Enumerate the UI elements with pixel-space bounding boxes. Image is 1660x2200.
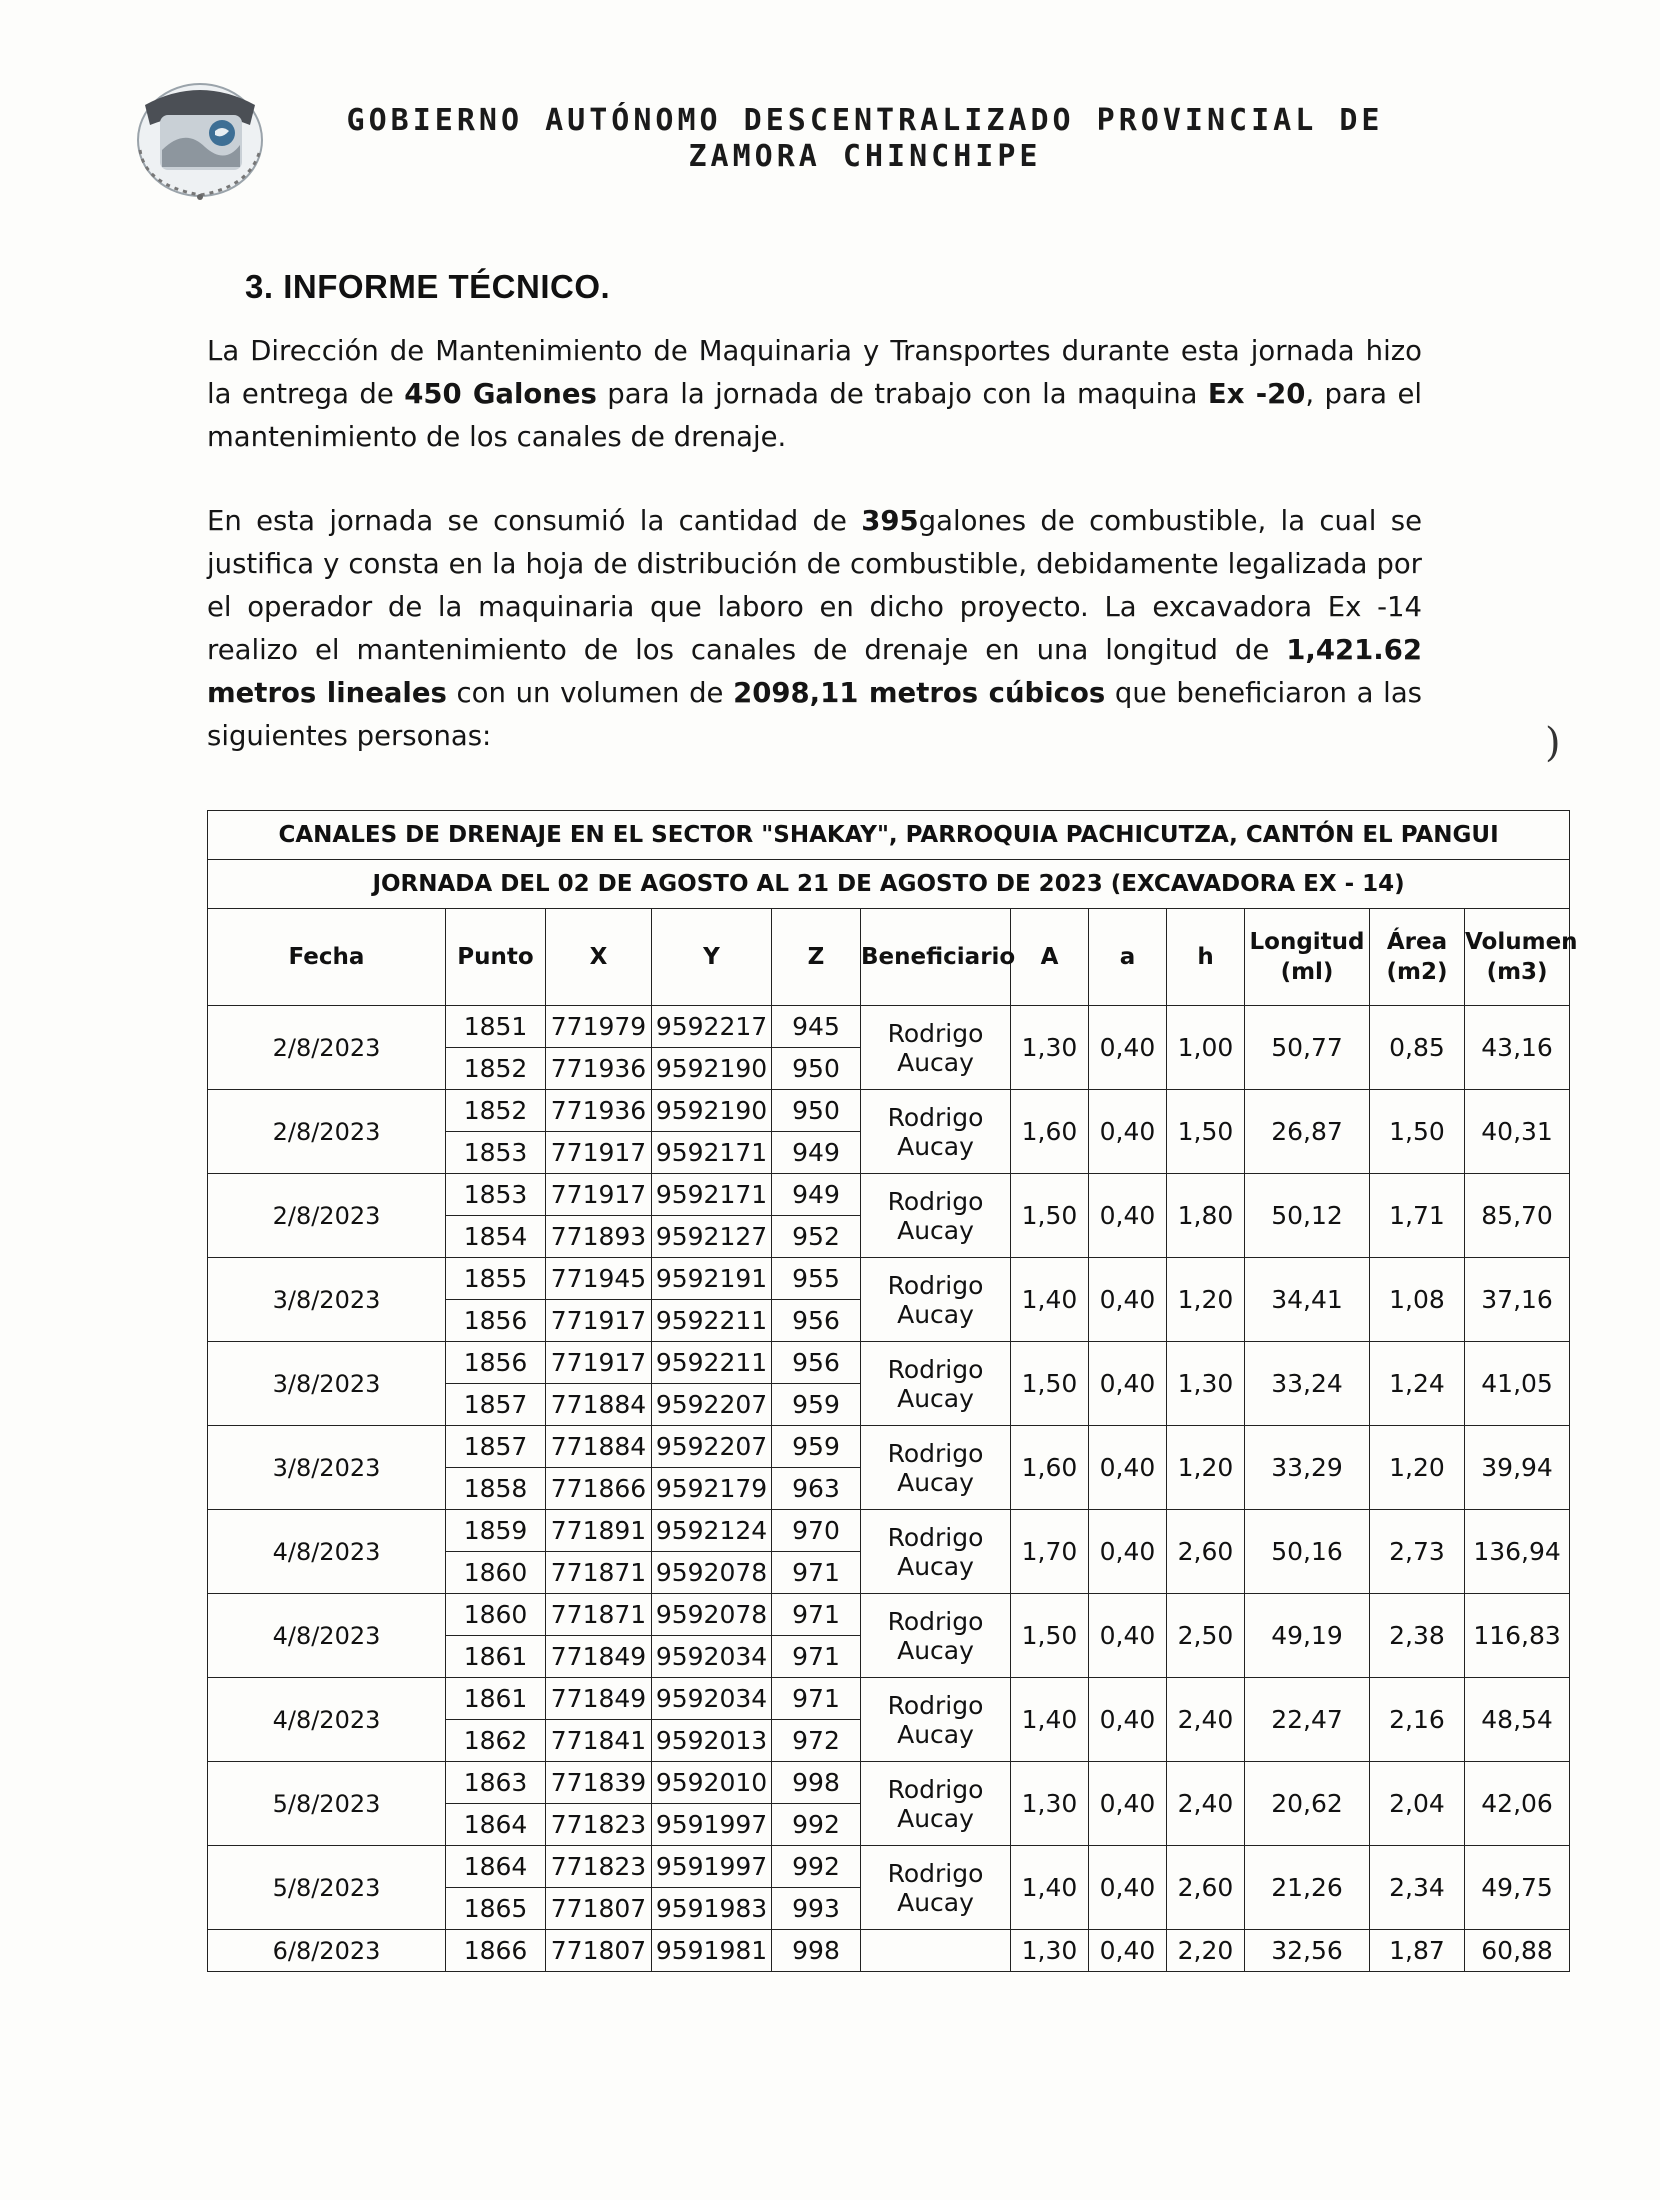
cell-a: 0,40 [1089,1090,1167,1174]
cell-punto: 1865 [446,1888,546,1930]
cell-punto: 1862 [446,1720,546,1762]
paragraph-text: para la jornada de trabajo con la maquina [596,378,1208,410]
beneficiary-last-name: Aucay [897,1635,974,1665]
cell-volumen: 42,06 [1465,1762,1570,1846]
cell-h: 2,50 [1167,1594,1245,1678]
cell-area: 2,04 [1370,1762,1465,1846]
cell-y: 9592190 [652,1048,772,1090]
cell-beneficiario [861,1090,1011,1174]
cell-fecha: 2/8/2023 [208,1090,446,1174]
column-header-volumen-label: Volumen [1465,929,1578,955]
cell-longitud: 22,47 [1245,1678,1370,1762]
cell-y: 9592207 [652,1384,772,1426]
paragraph-bold-text: 450 Galones [404,378,597,410]
cell-area: 1,87 [1370,1930,1465,1972]
cell-volumen: 116,83 [1465,1594,1570,1678]
cell-z: 971 [772,1552,861,1594]
cell-z: 959 [772,1426,861,1468]
cell-x: 771823 [546,1846,652,1888]
cell-punto: 1859 [446,1510,546,1552]
beneficiary-first-name: Rodrigo [887,1690,984,1720]
beneficiary-last-name: Aucay [897,1047,974,1077]
cell-x: 771917 [546,1342,652,1384]
cell-h: 1,80 [1167,1174,1245,1258]
cell-z: 971 [772,1678,861,1720]
cell-z: 950 [772,1048,861,1090]
cell-longitud: 49,19 [1245,1594,1370,1678]
cell-y: 9592010 [652,1762,772,1804]
table-row [208,1846,1570,1888]
cell-A: 1,50 [1011,1594,1089,1678]
cell-volumen: 85,70 [1465,1174,1570,1258]
cell-z: 949 [772,1174,861,1216]
paragraph-bold-text: 2098,11 metros cúbicos [733,677,1106,709]
cell-longitud: 32,56 [1245,1930,1370,1972]
beneficiary-first-name: Rodrigo [887,1270,984,1300]
cell-x: 771807 [546,1930,652,1972]
cell-punto: 1856 [446,1300,546,1342]
cell-a: 0,40 [1089,1846,1167,1930]
cell-volumen: 37,16 [1465,1258,1570,1342]
table-row [208,1174,1570,1216]
cell-beneficiario [861,1426,1011,1510]
column-header-z: Z [772,909,861,1006]
cell-A: 1,30 [1011,1006,1089,1090]
table-row [208,1090,1570,1132]
beneficiary-first-name: Rodrigo [887,1522,984,1552]
cell-z: 998 [772,1930,861,1972]
cell-area: 2,73 [1370,1510,1465,1594]
cell-x: 771917 [546,1132,652,1174]
cell-z: 956 [772,1342,861,1384]
cell-longitud: 26,87 [1245,1090,1370,1174]
cell-punto: 1860 [446,1552,546,1594]
cell-x: 771945 [546,1258,652,1300]
cell-h: 2,60 [1167,1510,1245,1594]
cell-beneficiario [861,1510,1011,1594]
cell-longitud: 50,77 [1245,1006,1370,1090]
cell-punto: 1866 [446,1930,546,1972]
beneficiary-first-name: Rodrigo [887,1438,984,1468]
cell-h: 1,20 [1167,1258,1245,1342]
cell-fecha: 6/8/2023 [208,1930,446,1972]
cell-h: 1,30 [1167,1342,1245,1426]
cell-y: 9591997 [652,1804,772,1846]
cell-fecha: 4/8/2023 [208,1510,446,1594]
beneficiary-first-name: Rodrigo [887,1018,984,1048]
paragraph-text: , para el mantenimiento de los canales de drenaje. [207,378,1422,453]
cell-punto: 1857 [446,1426,546,1468]
cell-punto: 1855 [446,1258,546,1300]
cell-y: 9592124 [652,1510,772,1552]
cell-fecha: 3/8/2023 [208,1426,446,1510]
cell-punto: 1854 [446,1216,546,1258]
table-header-row [208,909,1570,1006]
paragraph-text: galones de combustible, la cual se justifica y consta en la hoja de distribución de combustible, debidamente legalizada por el operador de la maquinaria que laboro en dicho proyecto. La excavadora Ex -14 realizo el mantenimiento de los canales de drenaje en una longitud de [207,505,1422,666]
cell-area: 1,71 [1370,1174,1465,1258]
column-header-x: X [546,909,652,1006]
cell-punto: 1861 [446,1678,546,1720]
cell-longitud: 20,62 [1245,1762,1370,1846]
paragraph-fuel-delivery [207,330,1422,459]
beneficiary-first-name: Rodrigo [887,1102,984,1132]
beneficiary-first-name: Rodrigo [887,1186,984,1216]
cell-beneficiario [861,1006,1011,1090]
table-row [208,1510,1570,1552]
paragraph-text: En esta jornada se consumió la cantidad de [207,505,862,537]
cell-beneficiario [861,1930,1011,1972]
cell-y: 9592034 [652,1678,772,1720]
beneficiary-first-name: Rodrigo [887,1858,984,1888]
cell-punto: 1856 [446,1342,546,1384]
cell-x: 771823 [546,1804,652,1846]
paragraph-fuel-consumption [207,500,1422,758]
cell-beneficiario [861,1678,1011,1762]
column-header-fecha: Fecha [208,909,446,1006]
column-header-longitud-unit: (ml) [1280,959,1334,985]
section-title: 3. INFORME TÉCNICO. [245,268,611,305]
table-row [208,1678,1570,1720]
cell-a: 0,40 [1089,1426,1167,1510]
cell-z: 998 [772,1762,861,1804]
cell-volumen: 48,54 [1465,1678,1570,1762]
cell-z: 952 [772,1216,861,1258]
cell-area: 1,50 [1370,1090,1465,1174]
cell-punto: 1858 [446,1468,546,1510]
cell-punto: 1853 [446,1132,546,1174]
cell-fecha: 2/8/2023 [208,1006,446,1090]
beneficiary-last-name: Aucay [897,1131,974,1161]
cell-z: 992 [772,1804,861,1846]
cell-x: 771871 [546,1552,652,1594]
cell-fecha: 4/8/2023 [208,1678,446,1762]
cell-fecha: 5/8/2023 [208,1762,446,1846]
beneficiary-first-name: Rodrigo [887,1606,984,1636]
cell-area: 2,38 [1370,1594,1465,1678]
cell-h: 2,40 [1167,1678,1245,1762]
organization-name-line1: GOBIERNO AUTÓNOMO DESCENTRALIZADO PROVINCIAL DE [346,103,1384,138]
cell-area: 1,24 [1370,1342,1465,1426]
cell-punto: 1861 [446,1636,546,1678]
column-header-punto: Punto [446,909,546,1006]
cell-h: 2,40 [1167,1762,1245,1846]
column-header-h: h [1167,909,1245,1006]
cell-fecha: 3/8/2023 [208,1342,446,1426]
cell-x: 771841 [546,1720,652,1762]
cell-punto: 1864 [446,1846,546,1888]
cell-A: 1,40 [1011,1678,1089,1762]
cell-z: 956 [772,1300,861,1342]
paragraph-bold-text: Ex -20 [1207,378,1306,410]
cell-x: 771917 [546,1174,652,1216]
column-header-area-unit: (m2) [1386,959,1448,985]
table-row [208,1342,1570,1384]
cell-a: 0,40 [1089,1762,1167,1846]
cell-A: 1,40 [1011,1258,1089,1342]
cell-A: 1,50 [1011,1174,1089,1258]
beneficiary-last-name: Aucay [897,1215,974,1245]
column-header-volumen-unit: (m3) [1486,959,1548,985]
cell-volumen: 49,75 [1465,1846,1570,1930]
beneficiary-last-name: Aucay [897,1719,974,1749]
column-header-y: Y [652,909,772,1006]
cell-z: 963 [772,1468,861,1510]
table-subtitle: JORNADA DEL 02 DE AGOSTO AL 21 DE AGOSTO DE 2023 (EXCAVADORA EX - 14) [208,860,1570,909]
cell-volumen: 136,94 [1465,1510,1570,1594]
beneficiary-last-name: Aucay [897,1299,974,1329]
cell-A: 1,60 [1011,1426,1089,1510]
cell-z: 993 [772,1888,861,1930]
provincial-seal-logo [100,55,270,205]
cell-punto: 1852 [446,1090,546,1132]
cell-y: 9592171 [652,1174,772,1216]
cell-x: 771884 [546,1384,652,1426]
cell-beneficiario [861,1846,1011,1930]
cell-y: 9592190 [652,1090,772,1132]
cell-x: 771884 [546,1426,652,1468]
beneficiary-first-name: Rodrigo [887,1354,984,1384]
cell-z: 949 [772,1132,861,1174]
cell-x: 771979 [546,1006,652,1048]
cell-longitud: 34,41 [1245,1258,1370,1342]
cell-A: 1,70 [1011,1510,1089,1594]
column-header-volumen [1465,909,1578,1006]
cell-y: 9592179 [652,1468,772,1510]
column-header-A: A [1011,909,1089,1006]
paragraph-bold-text: 395 [861,505,919,537]
beneficiary-last-name: Aucay [897,1887,974,1917]
cell-y: 9592217 [652,1006,772,1048]
cell-x: 771917 [546,1300,652,1342]
cell-A: 1,30 [1011,1930,1089,1972]
cell-h: 1,00 [1167,1006,1245,1090]
table-row [208,1426,1570,1468]
cell-punto: 1860 [446,1594,546,1636]
cell-x: 771936 [546,1090,652,1132]
cell-volumen: 41,05 [1465,1342,1570,1426]
cell-volumen: 39,94 [1465,1426,1570,1510]
cell-x: 771871 [546,1594,652,1636]
cell-z: 972 [772,1720,861,1762]
cell-volumen: 43,16 [1465,1006,1570,1090]
cell-x: 771849 [546,1678,652,1720]
table-row [208,1762,1570,1804]
table-title: CANALES DE DRENAJE EN EL SECTOR "SHAKAY", PARROQUIA PACHICUTZA, CANTÓN EL PANGUI [208,811,1570,860]
cell-punto: 1863 [446,1762,546,1804]
cell-y: 9591983 [652,1888,772,1930]
cell-area: 1,20 [1370,1426,1465,1510]
cell-z: 971 [772,1636,861,1678]
cell-longitud: 21,26 [1245,1846,1370,1930]
cell-h: 1,50 [1167,1090,1245,1174]
cell-x: 771849 [546,1636,652,1678]
cell-punto: 1852 [446,1048,546,1090]
cell-y: 9592078 [652,1594,772,1636]
paragraph-text: La Dirección de Mantenimiento de Maquinaria y Transportes durante esta jornada hizo la entrega de [207,335,1422,410]
column-header-area [1370,909,1465,1006]
cell-fecha: 4/8/2023 [208,1594,446,1678]
cell-area: 0,85 [1370,1006,1465,1090]
cell-a: 0,40 [1089,1930,1167,1972]
beneficiary-first-name: Rodrigo [887,1774,984,1804]
organization-name-line2: ZAMORA CHINCHIPE [688,139,1042,174]
cell-z: 992 [772,1846,861,1888]
column-header-longitud-label: Longitud [1249,929,1365,955]
cell-y: 9592191 [652,1258,772,1300]
cell-longitud: 33,24 [1245,1342,1370,1426]
cell-z: 970 [772,1510,861,1552]
drainage-channels-table [207,810,1578,1972]
cell-y: 9591981 [652,1930,772,1972]
cell-z: 950 [772,1090,861,1132]
cell-longitud: 33,29 [1245,1426,1370,1510]
cell-y: 9592207 [652,1426,772,1468]
beneficiary-last-name: Aucay [897,1467,974,1497]
cell-x: 771891 [546,1510,652,1552]
cell-z: 955 [772,1258,861,1300]
letterhead [100,55,1400,205]
beneficiary-last-name: Aucay [897,1803,974,1833]
cell-x: 771866 [546,1468,652,1510]
cell-a: 0,40 [1089,1510,1167,1594]
column-header-a: a [1089,909,1167,1006]
organization-name [265,103,1465,175]
cell-longitud: 50,16 [1245,1510,1370,1594]
cell-punto: 1853 [446,1174,546,1216]
cell-punto: 1857 [446,1384,546,1426]
cell-a: 0,40 [1089,1678,1167,1762]
table-row [208,1930,1570,1972]
cell-a: 0,40 [1089,1174,1167,1258]
cell-y: 9592211 [652,1342,772,1384]
beneficiary-last-name: Aucay [897,1551,974,1581]
cell-x: 771839 [546,1762,652,1804]
cell-a: 0,40 [1089,1258,1167,1342]
table-row [208,1594,1570,1636]
cell-beneficiario [861,1174,1011,1258]
cell-z: 945 [772,1006,861,1048]
cell-h: 2,20 [1167,1930,1245,1972]
cell-area: 1,08 [1370,1258,1465,1342]
cell-A: 1,60 [1011,1090,1089,1174]
cell-h: 2,60 [1167,1846,1245,1930]
cell-fecha: 3/8/2023 [208,1258,446,1342]
cell-beneficiario [861,1762,1011,1846]
pen-mark: ) [1545,720,1561,766]
cell-y: 9592034 [652,1636,772,1678]
cell-fecha: 5/8/2023 [208,1846,446,1930]
cell-h: 1,20 [1167,1426,1245,1510]
cell-A: 1,30 [1011,1762,1089,1846]
paragraph-text: que beneficiaron a las siguientes personas: [207,677,1423,752]
cell-z: 959 [772,1384,861,1426]
cell-a: 0,40 [1089,1594,1167,1678]
cell-y: 9591997 [652,1846,772,1888]
table-body [208,1006,1570,1972]
cell-beneficiario [861,1594,1011,1678]
cell-area: 2,16 [1370,1678,1465,1762]
cell-A: 1,40 [1011,1846,1089,1930]
cell-y: 9592127 [652,1216,772,1258]
cell-a: 0,40 [1089,1006,1167,1090]
paragraph-text: con un volumen de [446,677,734,709]
cell-x: 771893 [546,1216,652,1258]
cell-x: 771807 [546,1888,652,1930]
cell-a: 0,40 [1089,1342,1167,1426]
cell-y: 9592078 [652,1552,772,1594]
cell-y: 9592013 [652,1720,772,1762]
cell-area: 2,34 [1370,1846,1465,1930]
cell-volumen: 40,31 [1465,1090,1570,1174]
cell-fecha: 2/8/2023 [208,1174,446,1258]
table-row [208,1006,1570,1048]
table-row [208,1258,1570,1300]
cell-punto: 1864 [446,1804,546,1846]
cell-volumen: 60,88 [1465,1930,1570,1972]
paragraph-bold-text: 1,421.62 metros lineales [207,634,1422,709]
cell-y: 9592171 [652,1132,772,1174]
cell-A: 1,50 [1011,1342,1089,1426]
cell-x: 771936 [546,1048,652,1090]
column-header-longitud [1245,909,1370,1006]
cell-z: 971 [772,1594,861,1636]
beneficiary-last-name: Aucay [897,1383,974,1413]
cell-y: 9592211 [652,1300,772,1342]
cell-punto: 1851 [446,1006,546,1048]
cell-beneficiario [861,1258,1011,1342]
column-header-beneficiario: Beneficiario [861,909,1011,1006]
cell-longitud: 50,12 [1245,1174,1370,1258]
column-header-area-label: Área [1386,929,1448,955]
cell-beneficiario [861,1342,1011,1426]
